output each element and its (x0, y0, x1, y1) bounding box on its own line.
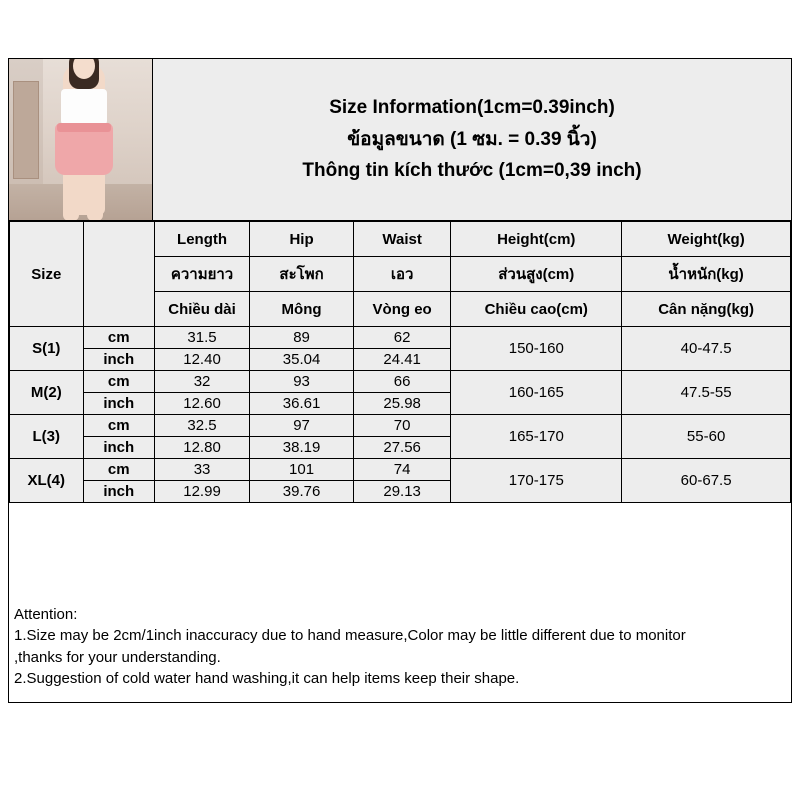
table-row (10, 415, 791, 437)
col-hip-en: Hip (250, 222, 354, 257)
l-inch-hip: 38.19 (250, 437, 354, 459)
unit-cm: cm (83, 459, 154, 481)
col-length-th: ความยาว (154, 257, 249, 292)
unit-inch: inch (83, 393, 154, 415)
col-waist-th: เอว (353, 257, 450, 292)
chart-title-block (153, 59, 791, 220)
unit-inch: inch (83, 349, 154, 371)
m-height: 160-165 (451, 371, 622, 415)
xl-inch-waist: 29.13 (353, 481, 450, 503)
col-height-en: Height(cm) (451, 222, 622, 257)
l-inch-length: 12.80 (154, 437, 249, 459)
m-inch-length: 12.60 (154, 393, 249, 415)
col-height-vi: Chiều cao(cm) (451, 292, 622, 327)
row-size-s: S(1) (10, 327, 84, 371)
s-height: 150-160 (451, 327, 622, 371)
attention-block (8, 600, 792, 689)
col-length-en: Length (154, 222, 249, 257)
xl-height: 170-175 (451, 459, 622, 503)
l-inch-waist: 27.56 (353, 437, 450, 459)
row-size-m: M(2) (10, 371, 84, 415)
m-cm-length: 32 (154, 371, 249, 393)
m-inch-hip: 36.61 (250, 393, 354, 415)
attention-heading: Attention: (14, 606, 78, 623)
unit-inch: inch (83, 481, 154, 503)
unit-cm: cm (83, 327, 154, 349)
s-inch-length: 12.40 (154, 349, 249, 371)
attention-note-1-cont: ,thanks for your understanding. (14, 648, 221, 666)
title-line-th: ข้อมูลขนาด (1 ซม. = 0.39 นิ้ว) (347, 128, 597, 150)
l-cm-hip: 97 (250, 415, 354, 437)
l-weight: 55-60 (622, 415, 791, 459)
xl-inch-hip: 39.76 (250, 481, 354, 503)
table-row (10, 327, 791, 349)
xl-cm-hip: 101 (250, 459, 354, 481)
xl-weight: 60-67.5 (622, 459, 791, 503)
unit-cm: cm (83, 371, 154, 393)
product-photo (9, 59, 153, 220)
row-size-l: L(3) (10, 415, 84, 459)
s-cm-waist: 62 (353, 327, 450, 349)
attention-note-2: 2.Suggestion of cold water hand washing,it can help items keep their shape. (14, 669, 520, 687)
l-cm-length: 32.5 (154, 415, 249, 437)
s-cm-length: 31.5 (154, 327, 249, 349)
s-inch-hip: 35.04 (250, 349, 354, 371)
m-cm-hip: 93 (250, 371, 354, 393)
s-cm-hip: 89 (250, 327, 354, 349)
m-weight: 47.5-55 (622, 371, 791, 415)
xl-inch-length: 12.99 (154, 481, 249, 503)
col-hip-th: สะโพก (250, 257, 354, 292)
l-height: 165-170 (451, 415, 622, 459)
col-hip-vi: Mông (250, 292, 354, 327)
col-waist-vi: Vòng eo (353, 292, 450, 327)
attention-note-1: 1.Size may be 2cm/1inch inaccuracy due to hand measure,Color may be little different due to monitor (14, 627, 686, 645)
table-row (10, 459, 791, 481)
title-line-en: Size Information(1cm=0.39inch) (329, 97, 615, 119)
model-photo-illustration (9, 59, 152, 220)
table-row (10, 371, 791, 393)
title-line-vi: Thông tin kích thước (1cm=0,39 inch) (302, 160, 642, 182)
unit-column-header (83, 222, 154, 327)
s-weight: 40-47.5 (622, 327, 791, 371)
chart-header (9, 59, 791, 221)
l-cm-waist: 70 (353, 415, 450, 437)
xl-cm-length: 33 (154, 459, 249, 481)
col-weight-en: Weight(kg) (622, 222, 791, 257)
size-table (9, 221, 791, 503)
col-waist-en: Waist (353, 222, 450, 257)
size-column-header: Size (10, 222, 84, 327)
xl-cm-waist: 74 (353, 459, 450, 481)
col-length-vi: Chiều dài (154, 292, 249, 327)
col-weight-th: น้ำหนัก(kg) (622, 257, 791, 292)
row-size-xl: XL(4) (10, 459, 84, 503)
unit-inch: inch (83, 437, 154, 459)
col-height-th: ส่วนสูง(cm) (451, 257, 622, 292)
unit-cm: cm (83, 415, 154, 437)
table-header-row-en (10, 222, 791, 257)
s-inch-waist: 24.41 (353, 349, 450, 371)
m-cm-waist: 66 (353, 371, 450, 393)
col-weight-vi: Cân nặng(kg) (622, 292, 791, 327)
m-inch-waist: 25.98 (353, 393, 450, 415)
